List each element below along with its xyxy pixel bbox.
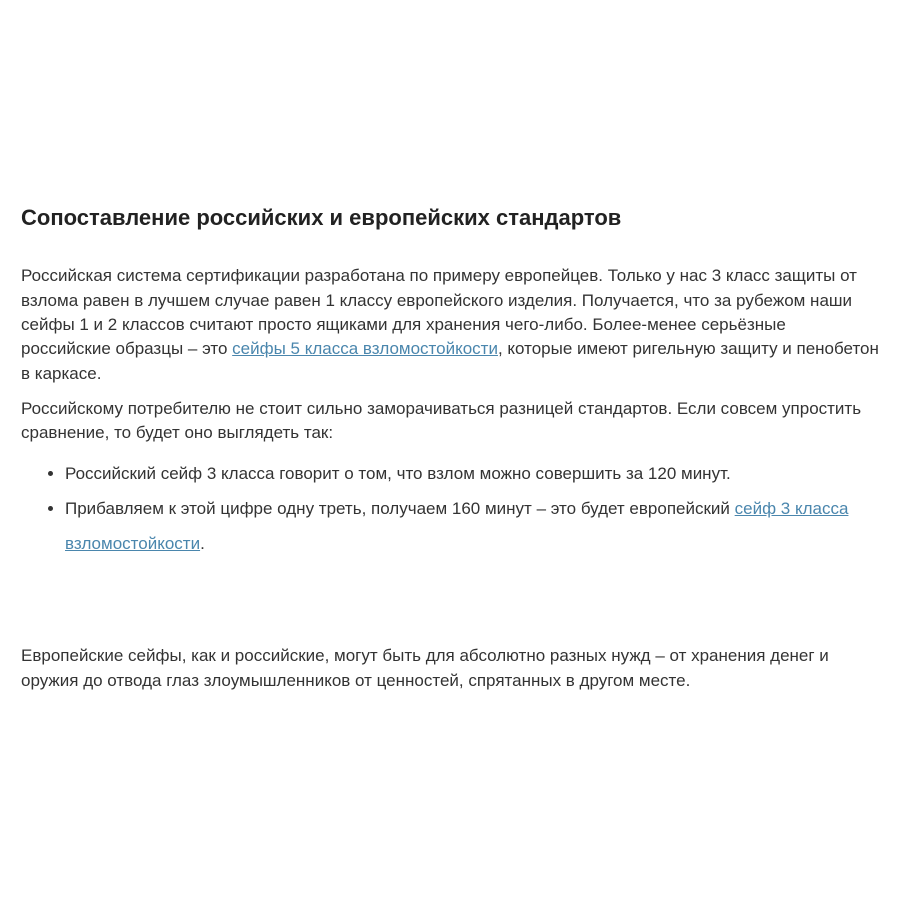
- list-item-european-safe-text-end: .: [200, 534, 205, 554]
- paragraph-certification-text-end: , которые имеют ригельную защиту и пенобетон в каркасе.: [21, 339, 879, 383]
- list-item-european-safe: [65, 491, 879, 561]
- link-safes-class5[interactable]: сейфы 5 класса взломостойкости: [232, 339, 498, 359]
- top-whitespace: [21, 0, 879, 205]
- paragraph-european-safes: Европейские сейфы, как и российские, могут быть для абсолютно разных нужд – от хранения денег и оружия до отвода глаз злоумышленников от ценностей, спрятанных в другом месте.: [21, 646, 829, 690]
- mid-whitespace: [21, 561, 879, 644]
- list-item-european-safe-text-start: Прибавляем к этой цифре одну треть, получаем 160 минут – это будет европейский: [65, 499, 735, 519]
- link-safe-class3[interactable]: сейф 3 класса взломостойкости: [65, 499, 849, 554]
- paragraph-certification: [21, 264, 879, 385]
- comparison-list: [21, 456, 879, 561]
- list-item-russian-safe: • Российский сейф 3 класса говорит о том, что взлом можно совершить за 120 минут.: [65, 456, 879, 491]
- paragraph-certification-text-start: Российская система сертификации разработана по примеру европейцев. Только у нас 3 класс защиты от взлома равен в лучшем случае равен 1 классу европейского изделия. Получается, что за рубежом наши сейфы 1 и 2 классов считают просто ящиками для хранения чего-либо. Более-менее серьёзные российские образцы – это: [21, 266, 857, 359]
- paragraph-comparison-intro: Российскому потребителю не стоит сильно заморачиваться разницей стандартов. Если совсем упростить сравнение, то будет оно выглядеть так:: [21, 398, 862, 443]
- page-title: Сопоставление российских и европейских стандартов: [21, 205, 622, 230]
